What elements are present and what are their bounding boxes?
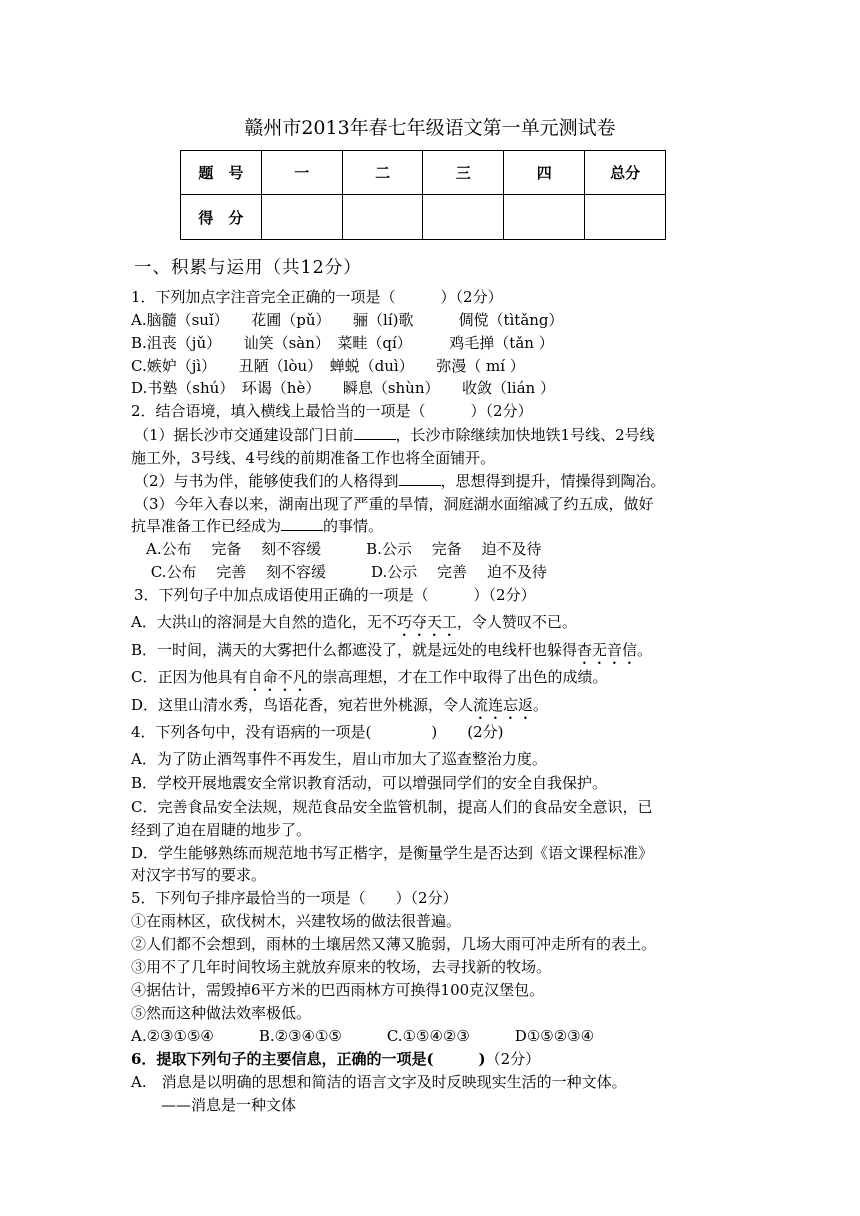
- dotted-idiom: 自命不凡: [247, 668, 308, 686]
- question-4-stem: 4．下列各句中，没有语病的一项是( ) (2分): [131, 723, 504, 741]
- question-2-stem: 2．结合语境，填入横线上最恰当的一项是（ ）（2分）: [131, 402, 533, 420]
- question-5-sentence-1: ①在雨林区，砍伐树木，兴建牧场的做法很普遍。: [131, 912, 462, 930]
- question-2-options-cd: C.公布 完善 刻不容缓 D.公示 完善 迫不及待: [131, 563, 547, 581]
- question-1-option-b: B.沮丧（jǔ） 讪笑（sàn） 菜畦（qí） 鸡毛掸（tǎn ）: [131, 334, 554, 352]
- question-4-option-c: C．完善食品安全法规，规范食品安全监管机制，提高人们的食品安全意识，已: [131, 798, 653, 816]
- question-2-sentence-3: （3）今年入春以来，湖南出现了严重的旱情，洞庭湖水面缩减了约五成，做好: [134, 495, 654, 513]
- text-segment: 。: [637, 641, 653, 659]
- question-3-option-b: [131, 640, 652, 668]
- question-5-sentence-4: ④据估计，需毁掉6平方米的巴西雨林方可换得100克汉堡包。: [131, 981, 545, 999]
- score-table-score-row: [181, 195, 666, 240]
- question-1-option-a: A.脑髓（suǐ） 花圃（pǔ） 骊（lí)歌 倜傥（tìtǎng）: [131, 311, 564, 329]
- text-segment: （1）据长沙市交通建设部门日前: [134, 426, 354, 444]
- text-segment: 抗旱准备工作已经成为: [131, 517, 282, 535]
- question-5-sentence-3: ③用不了几年时间牧场主就放弃原来的牧场，去寻找新的牧场。: [131, 958, 552, 976]
- question-4-option-a: A．为了防止酒驾事件不再发生，眉山市加大了巡查整治力度。: [131, 750, 547, 768]
- text-segment: B．一时间，满天的大雾把什么都遮没了，就是远处的电线杆也躲得: [131, 641, 578, 659]
- text-segment: C．正因为他具有: [131, 668, 248, 686]
- score-input-cell[interactable]: [585, 195, 666, 240]
- score-input-cell[interactable]: [423, 195, 504, 240]
- question-3-option-d: [131, 695, 548, 723]
- question-4-option-d: D．学生能够熟练而规范地书写正楷字，是衡量学生是否达到《语文课程标准》: [131, 844, 654, 862]
- question-4-option-b: B．学校开展地震安全常识教育活动，可以增强同学们的安全自我保护。: [131, 774, 608, 792]
- question-6-text: 6．提取下列句子的主要信息，正确的一项是( ): [131, 1050, 486, 1068]
- question-2-sentence-1: [134, 425, 655, 445]
- text-segment: ，令人赞叹不已。: [456, 613, 577, 631]
- score-input-cell[interactable]: [342, 195, 423, 240]
- question-2-sentence-1-cont: 施工外，3号线、4号线的前期准备工作也将全面铺开。: [131, 449, 496, 467]
- question-5-sentence-5: ⑤然而这种做法效率极低。: [131, 1004, 312, 1022]
- score-table: [180, 150, 666, 240]
- question-4-option-c-cont: 经到了迫在眉睫的地步了。: [131, 821, 312, 839]
- question-6-option-a: A. 消息是以明确的思想和简洁的语言文字及时反映现实生活的一种文体。: [131, 1073, 627, 1091]
- question-4-option-d-cont: 对汉字书写的要求。: [131, 866, 267, 884]
- dotted-idiom: 杳无音信: [577, 641, 638, 659]
- question-3-option-a: [131, 612, 577, 640]
- score-table-header-row: [181, 151, 666, 195]
- text-segment: ，思想得到提升，情操得到陶冶。: [440, 472, 666, 490]
- question-5-stem: 5．下列句子排序最恰当的一项是（ ）（2分）: [131, 889, 458, 907]
- question-6-stem: [131, 1049, 540, 1069]
- question-2-sentence-3-cont: [131, 516, 383, 536]
- score-input-cell[interactable]: [261, 195, 342, 240]
- score-header-cell: 题 号: [181, 151, 262, 195]
- question-5-options: A.②③①⑤④ B.②③④①⑤ C.①⑤④②③ D①⑤②③④: [131, 1027, 595, 1045]
- text-segment: （2）与书为伴，能够使我们的人格得到: [134, 472, 399, 490]
- question-1-stem: 1．下列加点字注音完全正确的一项是（ ）（2分）: [131, 288, 503, 306]
- question-3-option-c: [131, 667, 608, 695]
- dotted-idiom: 流连忘返: [473, 696, 534, 714]
- score-header-cell: 总分: [585, 151, 666, 195]
- question-5-sentence-2: ②人们都不会想到，雨林的土壤居然又薄又脆弱，几场大雨可冲走所有的表土。: [131, 935, 657, 953]
- text-segment: 。: [533, 696, 549, 714]
- score-header-cell: 二: [342, 151, 423, 195]
- dotted-idiom: 巧夺天工: [396, 613, 457, 631]
- text-segment: D．这里山清水秀，鸟语花香，宛若世外桃源，令人: [131, 696, 474, 714]
- answer-blank: [281, 516, 323, 531]
- score-header-cell: 一: [261, 151, 342, 195]
- answer-blank: [399, 471, 441, 486]
- score-input-cell[interactable]: [504, 195, 585, 240]
- question-3-stem: 3．下列句子中加点成语使用正确的一项是（ ）（2分）: [134, 586, 536, 604]
- question-1-option-c: C.嫉妒（jì） 丑陋（lòu） 蝉蜕（duì） 弥漫（ mí ）: [131, 357, 525, 375]
- question-1-option-d: D.书塾（shú） 环谒（hè） 瞬息（shùn） 收敛（lián ）: [131, 379, 555, 397]
- score-header-cell: 三: [423, 151, 504, 195]
- section-heading: 一、积累与运用（共12分）: [134, 258, 362, 278]
- answer-blank: [354, 425, 396, 440]
- score-header-cell: 四: [504, 151, 585, 195]
- question-2-sentence-2: [134, 471, 666, 491]
- score-row-label: 得 分: [181, 195, 262, 240]
- question-6-option-a-answer: ——消息是一种文体: [131, 1096, 297, 1114]
- text-segment: ，长沙市除继续加快地铁1号线、2号线: [395, 426, 655, 444]
- text-segment: 的事情。: [323, 517, 384, 535]
- text-segment: A．大洪山的溶洞是大自然的造化，无不: [131, 613, 397, 631]
- exam-title: 赣州市2013年春七年级语文第一单元测试卷: [244, 117, 616, 139]
- text-segment: 的崇高理想，才在工作中取得了出色的成绩。: [307, 668, 608, 686]
- question-6-points: （2分）: [485, 1050, 541, 1068]
- question-2-options-ab: A.公布 完备 刻不容缓 B.公示 完备 迫不及待: [131, 540, 542, 558]
